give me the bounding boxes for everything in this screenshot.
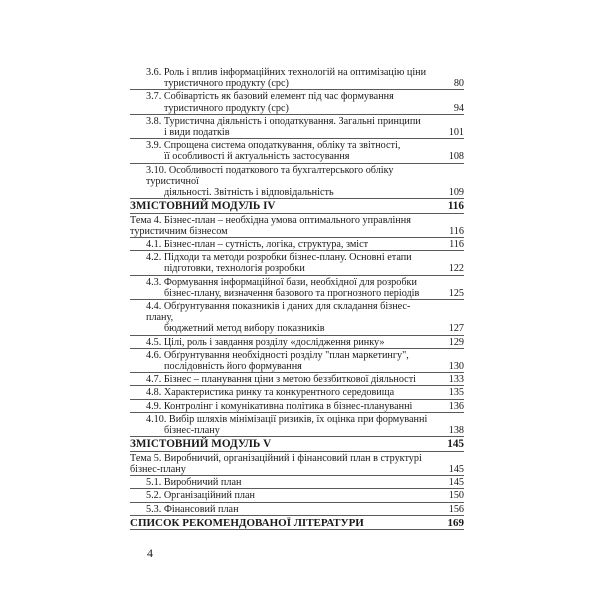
toc-entry-title xyxy=(130,489,436,501)
toc-entry xyxy=(130,66,464,90)
toc-entry-line: 3.9. Спрощена система оподаткування, обліку та звітності, xyxy=(146,140,401,152)
toc-entry-line: 4.5. Цілі, роль і завдання розділу «дослідження ринку» xyxy=(146,336,385,348)
toc-entry-title xyxy=(130,300,436,335)
toc-entry-line: 3.7. Собівартість як базовий елемент під час формування xyxy=(146,91,394,103)
toc-entry-line: її особливості й актуальність застосування xyxy=(164,151,350,163)
toc-entry xyxy=(130,400,464,413)
toc-page-number: 136 xyxy=(448,400,464,412)
toc-entry-title xyxy=(130,115,436,138)
toc-entry xyxy=(130,489,464,502)
toc-references-entry xyxy=(130,516,464,530)
toc-entry xyxy=(130,349,464,373)
toc-entry-line: послідовність його формування xyxy=(164,361,302,373)
toc-module-heading xyxy=(130,437,464,451)
toc-entry-line: бізнес-плану, визначення базового та прогнозного періодів xyxy=(164,287,420,299)
toc-page-number: 145 xyxy=(448,477,464,489)
toc-entry-line: 4.4. Обґрунтування показників і даних для складання бізнес-плану, xyxy=(146,301,411,324)
toc-entry-title xyxy=(130,452,436,475)
toc-page-number: 116 xyxy=(447,200,464,213)
toc-entry-title xyxy=(130,214,436,237)
toc-entry xyxy=(130,164,464,200)
toc-module-heading xyxy=(130,199,464,213)
toc-entry-line: бізнес-плану xyxy=(130,463,186,475)
toc-entry-title xyxy=(130,164,436,199)
toc-page-number: 169 xyxy=(447,516,464,529)
toc-entry-title xyxy=(130,437,436,450)
toc-entry-line: туристичного продукту (срс) xyxy=(164,78,289,90)
toc-entry-line: ЗМІСТОВНИЙ МОДУЛЬ IV xyxy=(130,200,276,213)
toc-page-number: 127 xyxy=(448,323,464,335)
toc-entry-title xyxy=(130,476,436,488)
toc-entry xyxy=(130,503,464,516)
toc-entry-title xyxy=(130,503,436,515)
toc-entry xyxy=(130,476,464,489)
toc-entry-title xyxy=(130,199,436,212)
toc-entry-line: 4.8. Характеристика ринку та конкурентного середовища xyxy=(146,387,395,399)
toc-entry-title xyxy=(130,251,436,274)
toc-entry xyxy=(130,300,464,336)
toc-entry-line: ЗМІСТОВНИЙ МОДУЛЬ V xyxy=(130,438,272,451)
toc-entry xyxy=(130,373,464,386)
toc-page-number: 138 xyxy=(448,425,464,437)
toc-page-number: 135 xyxy=(448,387,464,399)
toc-entry-line: 3.8. Туристична діяльність і оподаткування. Загальні принципи xyxy=(146,115,421,127)
toc-page-number: 94 xyxy=(453,102,464,114)
toc-entry-line: 4.10. Вибір шляхів мінімізації ризиків, їх оцінка при формуванні xyxy=(146,413,428,425)
toc-entry-line: 4.7. Бізнес – планування ціни з метою беззбиткової діяльності xyxy=(146,374,416,386)
page-number: 4 xyxy=(147,546,153,560)
toc-entry-title xyxy=(130,139,436,162)
toc-page-number: 150 xyxy=(448,490,464,502)
toc-entry xyxy=(130,115,464,139)
toc-entry-line: 5.2. Організаційний план xyxy=(146,490,255,502)
toc-entry-title xyxy=(130,276,436,299)
toc-entry-title xyxy=(130,413,436,436)
toc-page-number: 101 xyxy=(448,127,464,139)
toc-entry-title xyxy=(130,386,436,398)
toc-entry-title xyxy=(130,336,436,348)
toc-entry-line: 4.3. Формування інформаційної бази, необхідної для розробки xyxy=(146,276,417,288)
toc-page-number: 109 xyxy=(448,187,464,199)
toc-entry-line: Тема 4. Бізнес-план – необхідна умова оптимального управління xyxy=(130,214,411,226)
toc-entry xyxy=(130,90,464,114)
toc-entry-line: туристичним бізнесом xyxy=(130,225,228,237)
toc-entry xyxy=(130,139,464,163)
toc-entry xyxy=(130,386,464,399)
toc-entry-line: 5.3. Фінансовий план xyxy=(146,503,239,515)
toc-entry-line: бізнес-плану xyxy=(164,425,220,437)
toc-entry xyxy=(130,336,464,349)
toc-entry-line: 4.2. Підходи та методи розробки бізнес-плану. Основні етапи xyxy=(146,252,412,264)
toc-page-number: 156 xyxy=(448,503,464,515)
toc-entry-title xyxy=(130,349,436,372)
toc-entry-title xyxy=(130,516,436,529)
toc-entry-title xyxy=(130,66,436,89)
toc-entry-line: туристичного продукту (срс) xyxy=(164,102,289,114)
toc-entry-line: 4.6. Обґрунтування необхідності розділу "план маркетингу", xyxy=(146,349,409,361)
toc-page-number: 130 xyxy=(448,361,464,373)
toc-entry-title xyxy=(130,238,436,250)
toc-entry-line: СПИСОК РЕКОМЕНДОВАНОЇ ЛІТЕРАТУРИ xyxy=(130,516,364,529)
toc-topic-entry xyxy=(130,214,464,238)
toc-page-number: 122 xyxy=(448,263,464,275)
toc-page-number: 108 xyxy=(448,151,464,163)
toc-page-number: 80 xyxy=(453,78,464,90)
table-of-contents xyxy=(130,66,464,530)
toc-topic-entry xyxy=(130,452,464,476)
toc-page-number: 133 xyxy=(448,374,464,386)
toc-page-number: 145 xyxy=(448,463,464,475)
toc-entry-line: діяльності. Звітність і відповідальність xyxy=(164,187,334,199)
toc-page-number: 116 xyxy=(449,225,464,237)
toc-entry-line: Тема 5. Виробничий, організаційний і фінансовий план в структурі xyxy=(130,452,422,464)
toc-entry xyxy=(130,413,464,437)
toc-entry-title xyxy=(130,373,436,385)
toc-entry-line: 3.6. Роль і вплив інформаційних технологій на оптимізацію ціни xyxy=(146,67,427,78)
toc-entry-title xyxy=(130,90,436,113)
toc-entry-line: і види податків xyxy=(164,127,230,139)
toc-page-number: 116 xyxy=(449,239,464,251)
toc-entry-line: 4.9. Контролінг і комунікативна політика в бізнес-плануванні xyxy=(146,400,413,412)
toc-entry xyxy=(130,276,464,300)
toc-entry xyxy=(130,251,464,275)
toc-page-number: 145 xyxy=(447,438,464,451)
toc-entry-line: бюджетний метод вибору показників xyxy=(164,323,325,335)
toc-entry-line: 3.10. Особливості податкового та бухгалтерського обліку туристичної xyxy=(146,164,394,187)
toc-entry-line: 5.1. Виробничий план xyxy=(146,477,242,489)
toc-entry-line: підготовки, технологія розробки xyxy=(164,263,305,275)
toc-page-number: 129 xyxy=(448,336,464,348)
toc-entry xyxy=(130,238,464,251)
toc-entry-title xyxy=(130,400,436,412)
toc-page-number: 125 xyxy=(448,287,464,299)
toc-entry-line: 4.1. Бізнес-план – сутність, логіка, структура, зміст xyxy=(146,239,369,251)
